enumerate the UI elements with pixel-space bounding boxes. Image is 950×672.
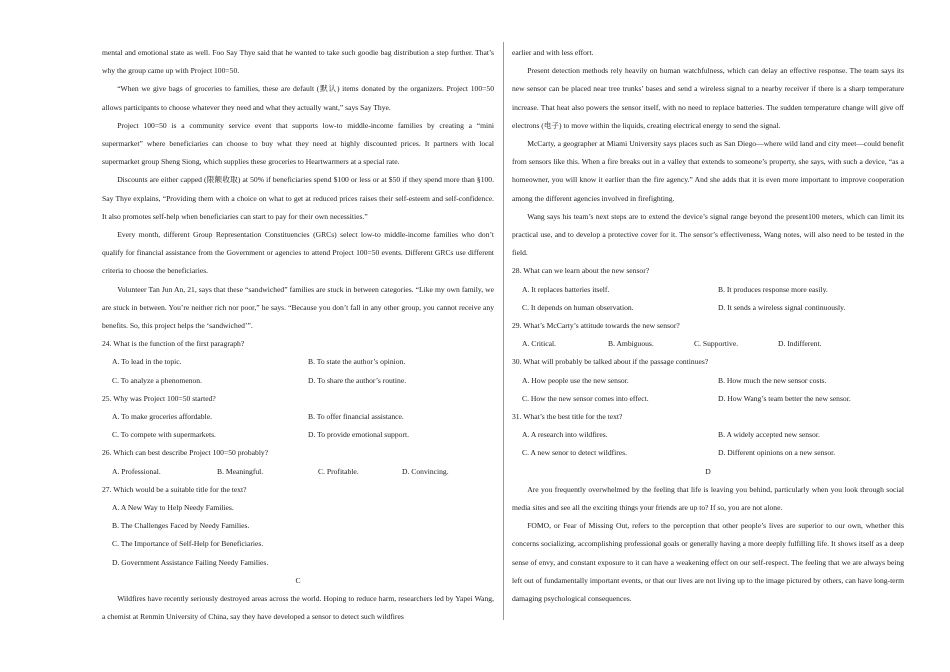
passage-d-paragraph-1: Are you frequently overwhelmed by the feeling that life is leaving you behind, particularly when you look through social media sites and see all the exciting things your friends are up to? If so, you are not alone.	[512, 484, 904, 513]
question-30-option-d[interactable]: D. How Wang’s team better the new sensor.	[718, 393, 851, 403]
question-30-options-row-1	[512, 372, 904, 390]
question-27-option-d[interactable]: D. Government Assistance Failing Needy Families.	[112, 557, 269, 567]
question-26-option-b[interactable]: B. Meaningful.	[217, 466, 264, 476]
question-27-stem: 27. Which would be a suitable title for the text?	[102, 484, 247, 494]
question-31-option-a[interactable]: A. A research into wildfires.	[522, 430, 608, 440]
question-29-option-a[interactable]: A. Critical.	[522, 339, 556, 349]
question-24-option-b[interactable]: B. To state the author’s opinion.	[308, 357, 406, 367]
question-28-stem: 28. What can we learn about the new sensor?	[512, 266, 650, 276]
question-28-option-a[interactable]: A. It replaces batteries itself.	[522, 284, 610, 294]
question-28-option-d[interactable]: D. It sends a wireless signal continuously.	[718, 302, 846, 312]
question-26-option-d[interactable]: D. Convincing.	[402, 466, 449, 476]
question-31-option-b[interactable]: B. A widely accepted new sensor.	[718, 430, 820, 440]
question-26-option-a[interactable]: A. Professional.	[112, 466, 161, 476]
question-24-options-row-1	[102, 353, 494, 371]
question-30-options-row-2	[512, 390, 904, 408]
question-25-options-row-1	[102, 408, 494, 426]
question-31-option-d[interactable]: D. Different opinions on a new sensor.	[718, 448, 836, 458]
question-25-option-d[interactable]: D. To provide emotional support.	[308, 430, 409, 440]
passage-c-paragraph-3: McCarty, a geographer at Miami University says places such as San Diego—where wild land and city meet—could benefit from sensors like this. When a fire breaks out in a valley that extends to someone’s property, she says, with such a device, “as a homeowner, you will know it earlier than the fire agency.” And she adds that it is even more important to improve cooperation among the different agencies involved in firefighting.	[512, 139, 904, 203]
section-d-heading: D	[705, 466, 711, 476]
section-c-heading: C	[295, 575, 301, 585]
question-27-option-a[interactable]: A. A New Way to Help Needy Families.	[112, 503, 234, 513]
question-30-stem: 30. What will probably be talked about if the passage continues?	[512, 357, 709, 367]
question-31-options-row-2	[512, 444, 904, 462]
question-30	[512, 353, 904, 408]
question-26-stem: 26. Which can best describe Project 100=50 probably?	[102, 448, 269, 458]
passage-c-paragraph-2: Present detection methods rely heavily on human watchfulness, which can delay an effective response. The team says its new sensor can be placed near tree trunks’ bases and send a wireless signal to a nearby receiver if there is a sharp temperature increase. That heat also powers the sensor itself, with no need to replace batteries. The sudden temperature change will give off electrons (电子) to move within the liquids, creating electrical energy to send the signal.	[512, 66, 904, 130]
question-28-options-row-1	[512, 281, 904, 299]
question-30-option-a[interactable]: A. How people use the new sensor.	[522, 375, 629, 385]
question-25-options-row-2	[102, 426, 494, 444]
question-29-option-b[interactable]: B. Ambiguous.	[608, 339, 654, 349]
question-31-stem: 31. What’s the best title for the text?	[512, 412, 623, 422]
question-30-option-c[interactable]: C. How the new sensor comes into effect.	[522, 393, 649, 403]
question-24-option-c[interactable]: C. To analyze a phenomenon.	[112, 375, 203, 385]
question-29-options	[512, 335, 904, 353]
question-27-option-c[interactable]: C. The Importance of Self-Help for Beneficiaries.	[112, 539, 264, 549]
question-25	[102, 390, 494, 445]
question-30-option-b[interactable]: B. How much the new sensor costs.	[718, 375, 827, 385]
passage-b-paragraph-4: Discounts are either capped (限额收取) at 50% if beneficiaries spend $100 or less or at $50 if they spend more than §100. Say Thye explains, “Providing them with a choice on what to get at reduced prices raises their self-esteem and self-confidence. It also promotes self-help when beneficiaries can start to pay for their own necessities.”	[102, 175, 494, 221]
passage-d-paragraph-2: FOMO, or Fear of Missing Out, refers to the perception that other people’s lives are superior to our own, whether this concerns socializing, accomplishing professional goals or generally having a more deeply fulfilling life. It shows itself as a deep sense of envy, and constant exposure to it can have a weakening effect on our self-respect. The feeling that we are always being left out of fundamentally important events, or that our lives are not living up to the image pictured by others, can have long-term damaging psychological consequences.	[512, 521, 904, 604]
question-26-options	[102, 463, 494, 481]
question-27-option-b[interactable]: B. The Challenges Faced by Needy Families.	[112, 521, 250, 531]
question-26-option-c[interactable]: C. Profitable.	[318, 466, 359, 476]
question-29-stem: 29. What’s McCarty’s attitude towards the new sensor?	[512, 321, 680, 331]
passage-b-paragraph-2: “When we give bags of groceries to families, these are default (默认) items donated by the organizers. Project 100=50 allows participants to choose whatever they need and what they actually want,” says Say Thye.	[102, 84, 494, 112]
passage-b-paragraph-3: Project 100=50 is a community service event that supports low-to middle-income families by creating a “mini supermarket” where beneficiaries can choose to buy what they need at highly discounted prices. It partners with local supermarket group Sheng Siong, which supplies these groceries to Heartwarmers at a special rate.	[102, 120, 494, 167]
question-24-option-d[interactable]: D. To share the author’s routine.	[308, 375, 407, 385]
question-25-option-a[interactable]: A. To make groceries affordable.	[112, 412, 212, 422]
question-31	[512, 408, 904, 463]
question-28-option-b[interactable]: B. It produces response more easily.	[718, 284, 828, 294]
passage-c-paragraph-4: Wang says his team’s next steps are to extend the device’s signal range beyond the present100 meters, which can limit its practical use, and to develop a protective cover for it. The sensor’s effectiveness, Wang notes, will also need to be tested in the field.	[512, 211, 904, 258]
passage-c-paragraph-1-continued: earlier and with less effort.	[512, 48, 594, 57]
right-column	[512, 44, 904, 608]
question-24-options-row-2	[102, 372, 494, 390]
passage-b-paragraph-6: Volunteer Tan Jun An, 21, says that these “sandwiched” families are stuck in between categories. “Like my own family, we are stuck in between. You’re neither rich nor poor,” he says. “Because you don’t fall in any other group, you cannot receive any benefits. So, this project helps the ‘sandwiched’”.	[102, 284, 494, 331]
passage-b-paragraph-1: mental and emotional state as well. Foo Say Thye said that he wanted to take such goodie bag distribution a step further. That’s why the group came up with Project 100=50.	[102, 48, 494, 76]
question-29-option-c[interactable]: C. Supportive.	[694, 339, 739, 349]
column-divider	[503, 42, 504, 620]
question-25-option-c[interactable]: C. To compete with supermarkets.	[112, 430, 216, 440]
question-29	[512, 317, 904, 353]
question-31-option-c[interactable]: C. A new senor to detect wildfires.	[522, 448, 628, 458]
question-28-option-c[interactable]: C. It depends on human observation.	[522, 302, 634, 312]
question-28	[512, 262, 904, 317]
question-26	[102, 444, 494, 480]
question-24-option-a[interactable]: A. To lead in the topic.	[112, 357, 182, 367]
question-27	[102, 481, 494, 572]
question-29-option-d[interactable]: D. Indifferent.	[778, 339, 822, 349]
question-25-stem: 25. Why was Project 100=50 started?	[102, 393, 216, 403]
question-24-stem: 24. What is the function of the first paragraph?	[102, 339, 245, 349]
passage-c-paragraph-1: Wildfires have recently seriously destroyed areas across the world. Hoping to reduce harm, researchers led by Yapei Wang, a chemist at Renmin University of China, say they have developed a sensor to detect such wildfires	[102, 594, 494, 622]
question-28-options-row-2	[512, 299, 904, 317]
left-column	[102, 44, 494, 627]
question-24	[102, 335, 494, 390]
passage-b-paragraph-5: Every month, different Group Representation Constituencies (GRCs) select low-to middle-income families who don’t qualify for financial assistance from the Government or agencies to attend Project 100=50 events. Different GRCs use different criteria to choose the beneficiaries.	[102, 230, 494, 276]
question-31-options-row-1	[512, 426, 904, 444]
question-25-option-b[interactable]: B. To offer financial assistance.	[308, 412, 404, 422]
